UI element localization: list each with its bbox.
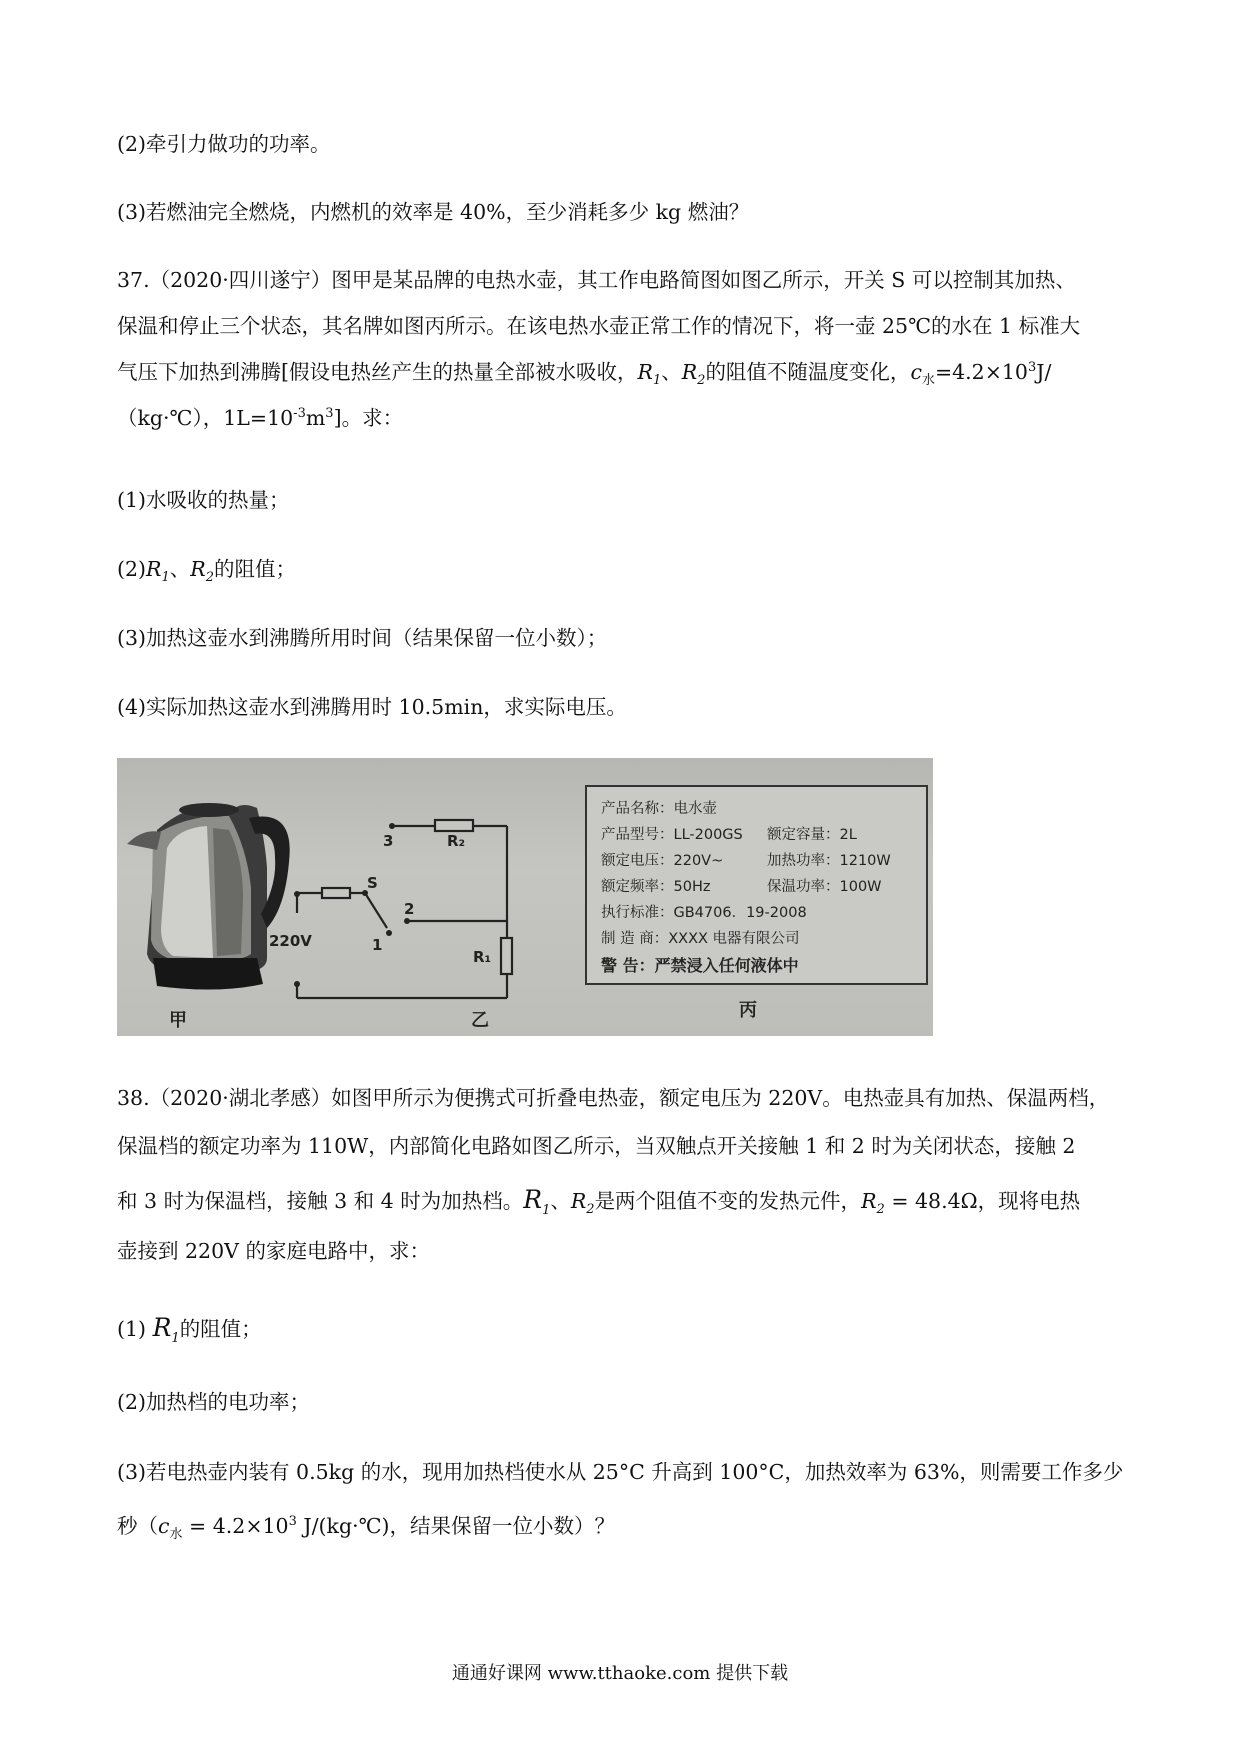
switch-s-label: S (367, 874, 378, 892)
nameplate-warning: 警 告：严禁浸入任何液体中 (601, 956, 799, 975)
q37-line3-b: 的阻值不随温度变化， (705, 360, 911, 384)
kettle-figure (117, 758, 933, 1036)
q38-r2-value: = 48.4Ω (891, 1189, 978, 1213)
q38-line2: 保温档的额定功率为 110W，内部简化电路如图乙所示，当双触点开关接触 1 和 2 时为关闭状态，接触 2 (117, 1134, 1076, 1158)
q38-line1: 38.（2020·湖北孝感）如图甲所示为便携式可折叠电热壶，额定电压为 220V。电热壶具有加热、保温两档， (117, 1086, 1110, 1110)
q37-line1: 37.（2020·四川遂宁）图甲是某品牌的电热水壶，其工作电路简图如图乙所示，开关 S 可以控制其加热、 (117, 268, 1076, 292)
q37-part3: (3)加热这壶水到沸腾所用时间（结果保留一位小数）； (117, 626, 608, 650)
nameplate-capacity: 额定容量：2L (767, 827, 857, 843)
q38-line3-b: 是两个阻值不变的发热元件， (594, 1189, 862, 1213)
nameplate-frequency: 额定频率：50Hz (601, 879, 711, 895)
q37-line4: （kg·℃），$1L=10^{-3}m^3$]。求： (117, 406, 404, 430)
q38-part2: (2)加热档的电功率； (117, 1390, 311, 1414)
contact-1-label: 1 (372, 936, 383, 954)
q37-line3: 气压下加热到沸腾[假设电热丝产生的热量全部被水吸收，$R_1$、$R_2$的阻值不随温度变化，$c_水=4.2\times 10^3J/$ (117, 360, 1052, 389)
q38-part3: (3)若电热壶内装有 0.5kg 的水，现用加热档使水从 25°C 升高到 100°C，加热效率为 63%，则需要工作多少 (117, 1460, 1124, 1484)
q36-part2: (2)牵引力做功的功率。 (117, 132, 331, 156)
q37-line3-a: 气压下加热到沸腾[假设电热丝产生的热量全部被水吸收， (117, 360, 638, 384)
nameplate-voltage: 额定电压：220V~ (601, 853, 724, 869)
figure-label-bing: 丙 (739, 1000, 757, 1021)
q38-part4-b: = 4.2×10 (189, 1514, 289, 1538)
contact-2-label: 2 (404, 900, 415, 918)
r2-label: R₂ (447, 832, 466, 850)
footer-source: 通通好课网 www.tthaoke.com 提供下载 (451, 1663, 789, 1684)
voltage-label: 220V (269, 932, 312, 950)
kettle-image (127, 803, 290, 990)
q37-line3-c: =4.2×10 (934, 360, 1028, 384)
q38-part4-a: 秒（ (117, 1514, 158, 1538)
contact-3-label: 3 (383, 832, 394, 850)
q37-line2: 保温和停止三个状态，其名牌如图丙所示。在该电热水壶正常工作的情况下，将一壶 25℃的水在 1 标准大 (117, 314, 1081, 338)
r2-symbol: $R_2$ (681, 360, 706, 389)
nameplate-standard: 执行标准：GB4706．19-2008 (601, 905, 807, 921)
r1-label: R₁ (473, 948, 492, 966)
q38-line3: 和 3 时为保温档，接触 3 和 4 时为加热档。$R_1$、$R_2$是两个阻值不变的发热元件，$R_2 = 48.4\Omega$，现将电热 (117, 1185, 1081, 1218)
q37-line4-a: （kg·℃），1L=10 (117, 406, 294, 430)
q38-line3-a: 和 3 时为保温档，接触 3 和 4 时为加热档。 (117, 1189, 524, 1213)
nameplate-model: 产品型号：LL-200GS (601, 827, 743, 843)
c-water-symbol: c (910, 360, 922, 384)
q37-line4-b: m (305, 406, 326, 430)
q38-line3-d: ，现将电热 (977, 1189, 1081, 1213)
q38-part4-d: ，结果保留一位小数）？ (389, 1514, 616, 1538)
nameplate (585, 785, 928, 985)
q38-part4: 秒（$c_水 = 4.2\times 10^3$ J/(kg·℃)，结果保留一位小数）？ (117, 1514, 616, 1543)
r1-symbol: $R_1$ (637, 360, 662, 389)
q38-part1: (1) $R_1$的阻值； (117, 1313, 262, 1346)
q37-line3-d: J/ (1036, 360, 1052, 384)
q37-part1: (1)水吸收的热量； (117, 488, 290, 512)
q38-part1-b: 的阻值； (179, 1317, 262, 1341)
q37-line4-c: ]。求： (333, 406, 404, 430)
nameplate-product-name: 产品名称：电水壶 (601, 801, 717, 817)
q38-part4-c: J/(kg·℃) (303, 1514, 390, 1538)
figure-label-yi: 乙 (471, 1010, 489, 1031)
q38-part1-a: (1) (117, 1317, 147, 1341)
q37-part2: $(2)R_1$、$R_2$的阻值； (117, 557, 296, 586)
q37-part4: (4)实际加热这壶水到沸腾用时 10.5min，求实际电压。 (117, 695, 627, 719)
nameplate-heating-power: 加热功率：1210W (767, 853, 891, 869)
nameplate-manufacturer: 制 造 商：XXXX 电器有限公司 (601, 931, 800, 947)
nameplate-keep-warm-power: 保温功率：100W (767, 879, 882, 895)
q37-part2-text: 的阻值； (213, 557, 296, 581)
figure-label-jia: 甲 (169, 1010, 187, 1031)
q38-line4: 壶接到 220V 的家庭电路中，求： (117, 1239, 430, 1263)
q36-part3: (3)若燃油完全燃烧，内燃机的效率是 40%，至少消耗多少 kg 燃油？ (117, 200, 750, 224)
